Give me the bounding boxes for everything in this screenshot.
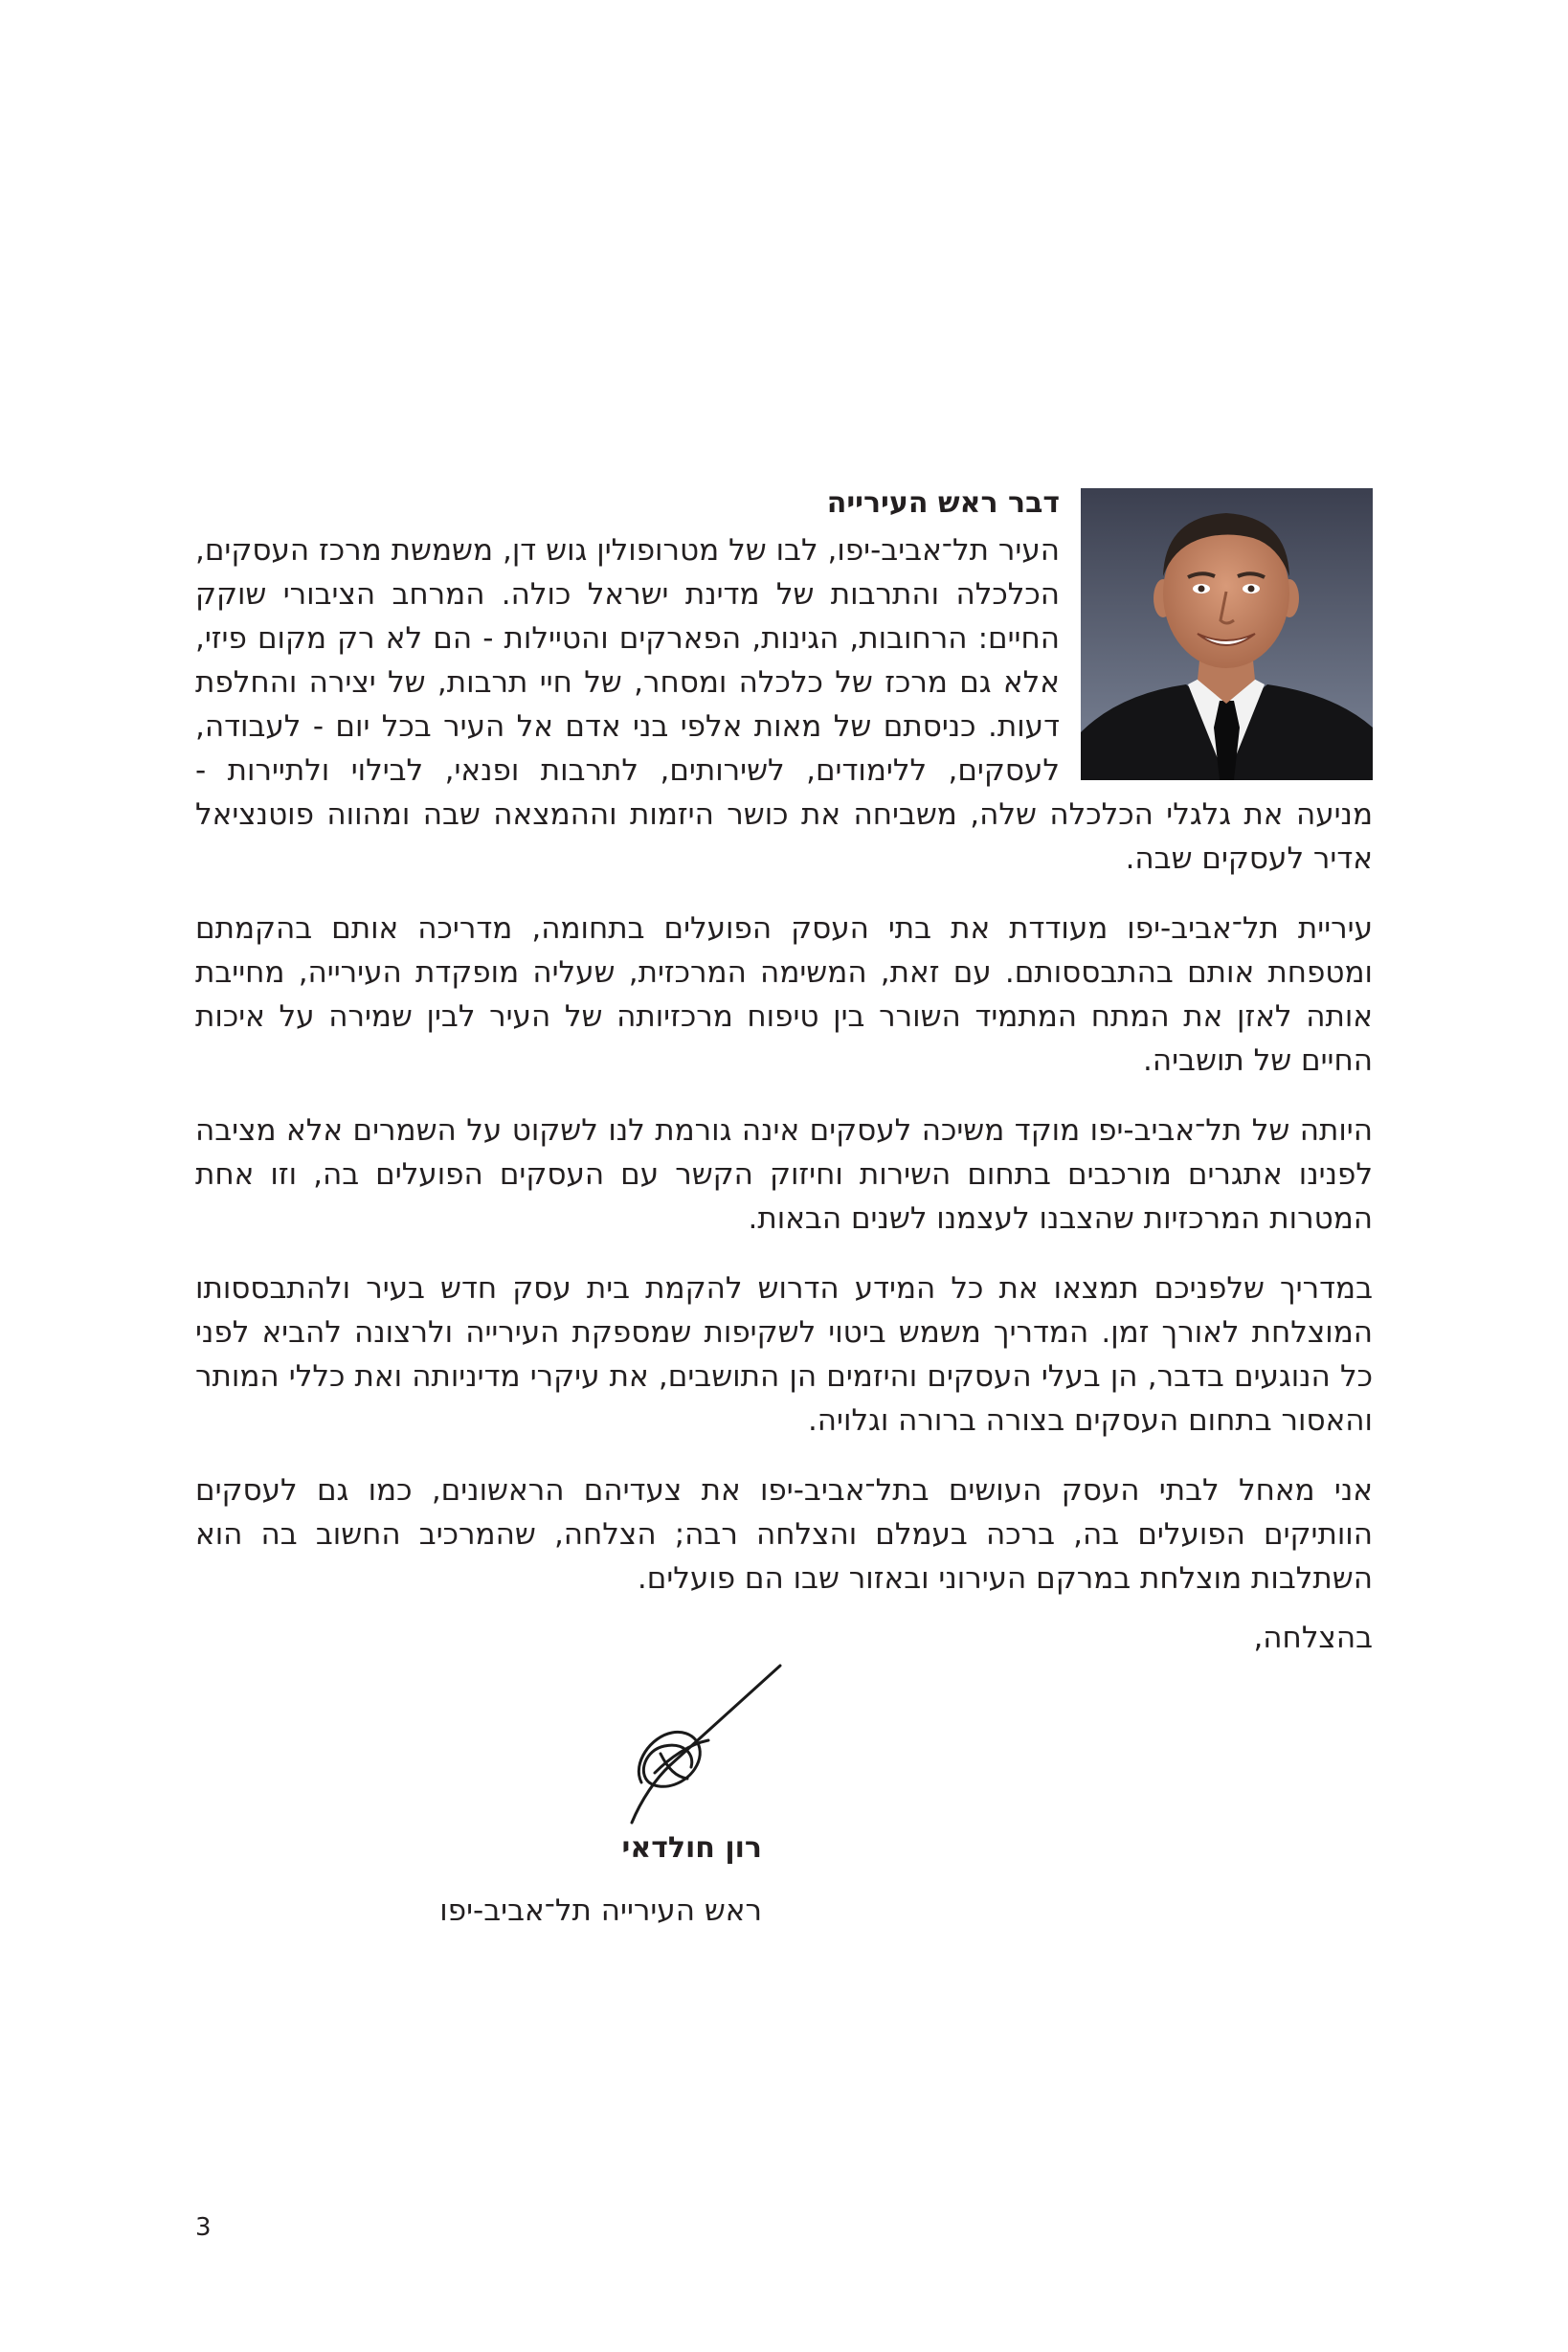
letter-heading: דבר ראש העירייה	[826, 486, 1060, 520]
letter-paragraph-4: במדריך שלפניכם תמצאו את כל המידע הדרוש להקמת בית עסק חדש בעיר ולהתבססותו המוצלחת לאורך זמן. המדריך משמש ביטוי לשקיפות שמספקת העירייה ולרצונה להביא לפני כל הנוגעים בדבר, הן בעלי העסקים והיזמים הן התושבים, את עיקרי מדיניותה ואת כללי המותר והאסור בתחום העסקים בצורה ברורה וגלויה.	[195, 1271, 1373, 1438]
letter-paragraph-2: עיריית תל־אביב-יפו מעודדת את בתי העסק הפועלים בתחומה, מדריכה אותם בהקמתם ומטפחת אותם בהתבססותם. עם זאת, המשימה המרכזית, שעליה מופקדת העירייה, מחייבת אותה לאזן את המתח המתמיד השורר בין טיפוח מרכזיותה של העיר לבין שמירה על איכות החיים של תושביה.	[195, 911, 1373, 1078]
page-number: 3	[195, 2213, 212, 2242]
signer-name: רון חולדאי	[621, 1831, 762, 1865]
mayor-portrait	[1081, 488, 1373, 780]
closing-greeting: בהצלחה,	[1253, 1621, 1373, 1655]
letter-paragraph-3: היותה של תל־אביב-יפו מוקד משיכה לעסקים אינה גורמת לנו לשקוט על השמרים אלא מציבה לפנינו אתגרים מורכבים בתחום השירות וחיזוק הקשר עם העסקים הפועלים בה, וזו אחת המטרות המרכזיות שהצבנו לעצמנו לשנים הבאות.	[195, 1113, 1373, 1236]
signer-title: ראש העירייה תל־אביב-יפו	[439, 1893, 762, 1928]
signature	[613, 1658, 785, 1828]
letter-paragraph-1: העיר תל־אביב-יפו, לבו של מטרופולין גוש דן, משמשת מרכז העסקים, הכלכלה והתרבות של מדינת ישראל כולה. המרחב הציבורי שוקק החיים: הרחובות, הגינות, הפארקים והטיילות - הם לא רק מקום פיזי, אלא גם מרכז של כלכלה ומסחר, של חיי תרבות, של יצירה והחלפת דעות. כניסתם של מאות אלפי בני אדם אל העיר בכל יום - לעבודה, לעסקים, ללימודים, לשירותים, לתרבות ופנאי, לבילוי ולתיירות - מניעה את גלגלי הכלכלה שלה, משביחה את כושר היזמות וההמצאה שבה ומהווה פוטנציאל אדיר לעסקים שבה.	[195, 533, 1373, 876]
handwritten-signature-icon	[613, 1658, 785, 1828]
letter-paragraph-5: אני מאחל לבתי העסק העושים בתל־אביב-יפו את צעדיהם הראשונים, כמו גם לעסקים הוותיקים הפועלים בה, ברכה בעמלם והצלחה רבה; הצלחה, שהמרכיב החשוב בה הוא השתלבות מוצלחת במרקם העירוני ובאזור שבו הם פועלים.	[195, 1473, 1373, 1596]
letter-body	[195, 488, 1373, 1626]
mayor-portrait-photo-icon	[1081, 488, 1373, 780]
